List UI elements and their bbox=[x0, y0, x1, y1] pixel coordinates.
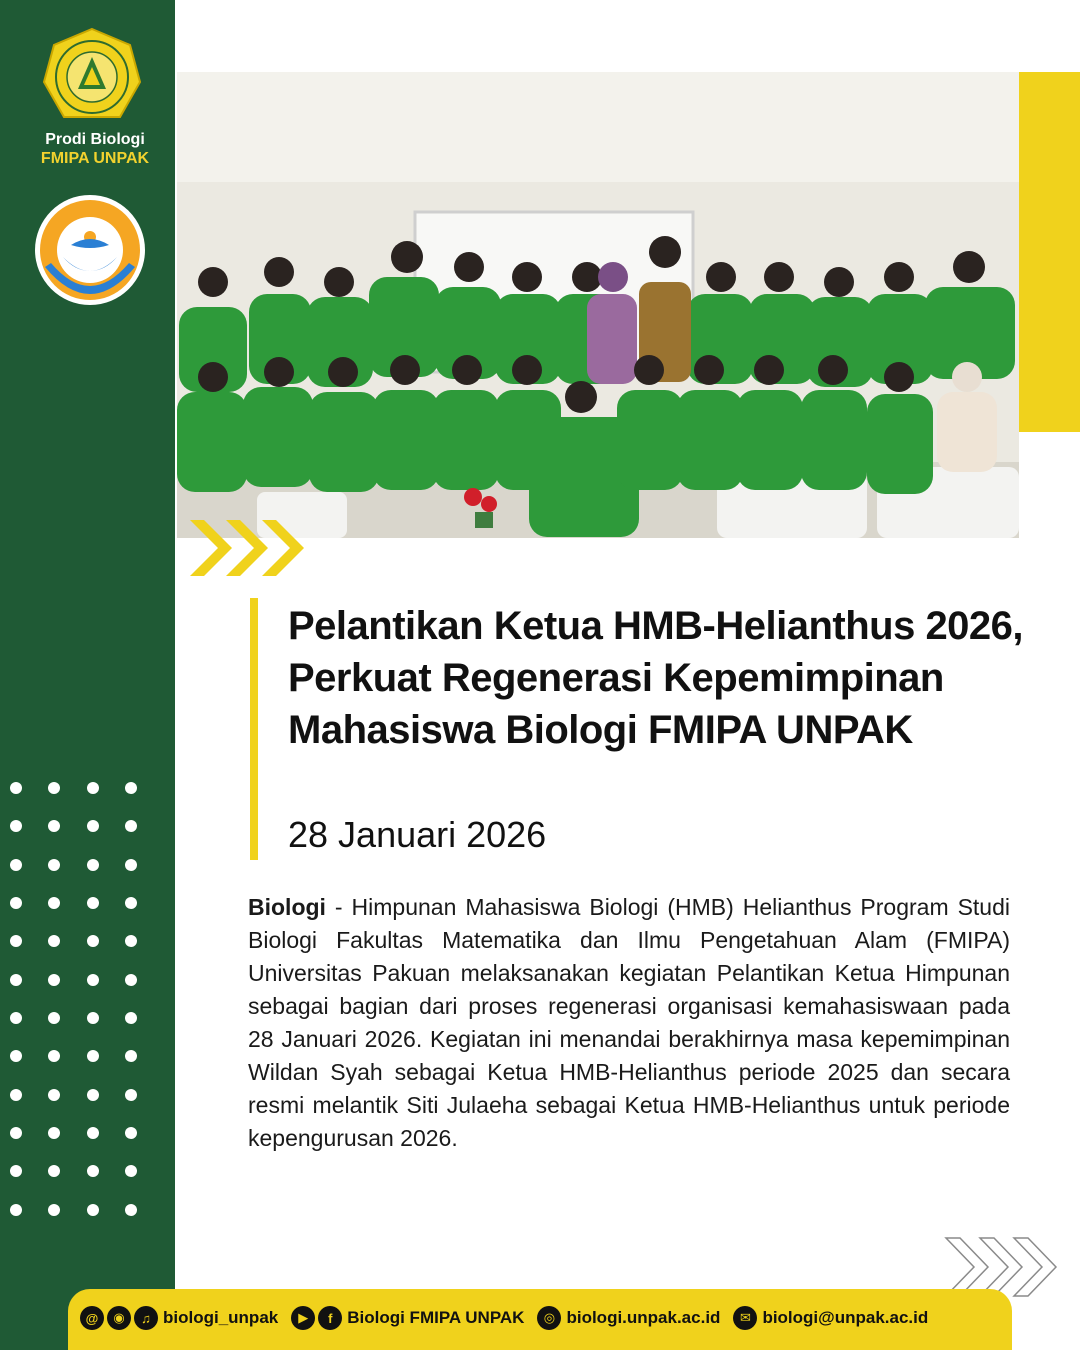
youtube-icon[interactable]: ▶ bbox=[291, 1306, 315, 1330]
sidebar bbox=[0, 0, 175, 1350]
title-accent-bar bbox=[250, 598, 258, 860]
threads-icon[interactable]: @ bbox=[80, 1306, 104, 1330]
email-link[interactable]: biologi@unpak.ac.id bbox=[762, 1308, 929, 1327]
prodi-line2: FMIPA UNPAK bbox=[40, 150, 150, 167]
article-lead: Biologi bbox=[248, 894, 326, 920]
website-link[interactable]: biologi.unpak.ac.id bbox=[566, 1308, 721, 1327]
article-title: Pelantikan Ketua HMB-Helianthus 2026, Perkuat Regenerasi Kepemimpinan Mahasiswa Biologi FMIPA UNPAK bbox=[288, 604, 1024, 752]
article-body bbox=[248, 891, 1010, 1155]
mail-icon[interactable]: ✉ bbox=[733, 1306, 757, 1330]
article-date: 28 Januari 2026 bbox=[288, 814, 547, 855]
universitas-pakuan-logo bbox=[42, 27, 142, 127]
yellow-chevrons-decoration bbox=[190, 518, 305, 578]
prodi-line1: Prodi Biologi bbox=[45, 131, 145, 148]
group-photo bbox=[177, 72, 1019, 538]
tiktok-icon[interactable]: ♫ bbox=[134, 1306, 158, 1330]
group-photo-illustration bbox=[177, 72, 1019, 538]
social-handle[interactable]: biologi_unpak bbox=[163, 1308, 279, 1327]
prodi-label bbox=[0, 130, 190, 168]
yellow-accent-bar bbox=[1019, 72, 1080, 432]
instagram-icon[interactable]: ◉ bbox=[107, 1306, 131, 1330]
globe-icon[interactable]: ◎ bbox=[537, 1306, 561, 1330]
decorative-dot-grid bbox=[8, 778, 148, 1228]
facebook-icon[interactable]: f bbox=[318, 1306, 342, 1330]
footer-contact-bar bbox=[68, 1289, 1012, 1350]
channel-name[interactable]: Biologi FMIPA UNPAK bbox=[347, 1308, 525, 1327]
article-body-text: - Himpunan Mahasiswa Biologi (HMB) Helianthus Program Studi Biologi Fakultas Matematika dan Ilmu Pengetahuan Alam (FMIPA) Universitas Pakuan melaksanakan kegiatan Pelantikan Ketua Himpunan sebagai bagian dari proses regenerasi organisasi kemahasiswaan pada 28 Januari 2026. Kegiatan ini menandai berakhirnya masa kepemimpinan Wildan Syah sebagai Ketua HMB-Helianthus periode 2025 dan secara resmi melantik Siti Julaeha sebagai Ketua HMB-Helianthus untuk periode kepengurusan 2026. bbox=[248, 894, 1010, 1151]
diktisaintek-berdampak-logo bbox=[33, 193, 148, 308]
